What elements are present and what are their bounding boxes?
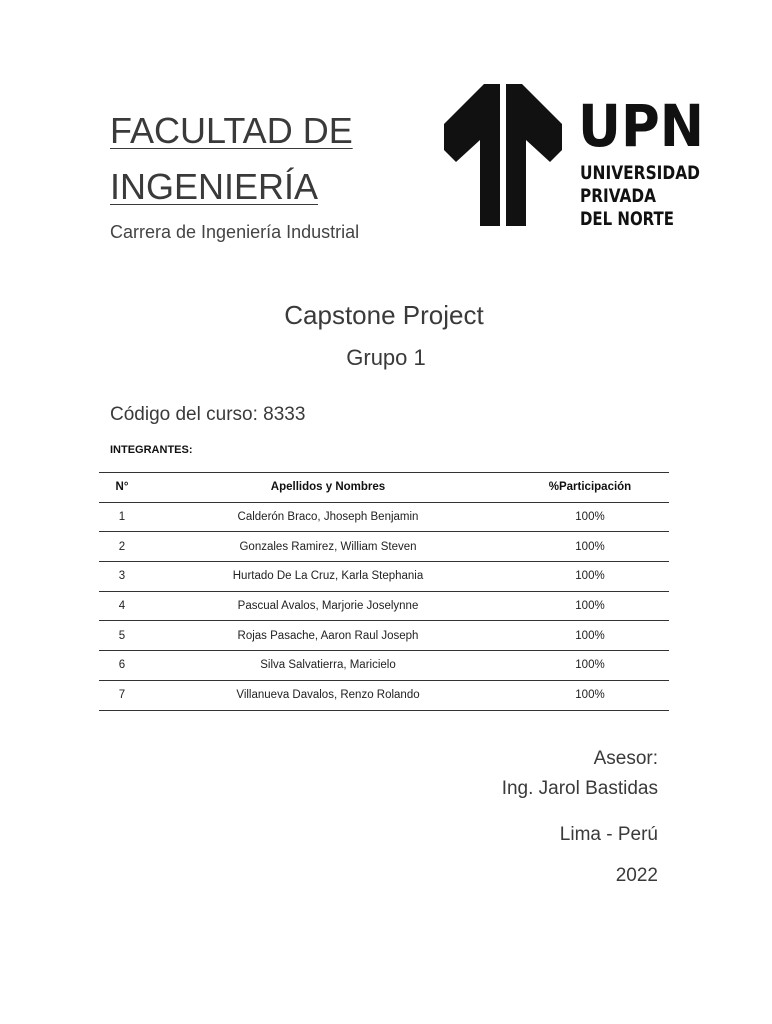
table-row — [99, 532, 669, 562]
logo-line-3: DEL NORTE — [580, 208, 674, 230]
faculty-title: FACULTAD DE INGENIERÍA — [110, 110, 353, 207]
upn-logo — [444, 84, 706, 228]
members-table — [99, 472, 669, 711]
project-title: Capstone Project — [284, 300, 484, 330]
year: 2022 — [615, 865, 658, 886]
row-participation: 100% — [511, 680, 669, 710]
row-participation: 100% — [511, 621, 669, 651]
logo-acronym: UPN — [578, 92, 704, 160]
advisor-label: Asesor: — [593, 748, 658, 769]
location: Lima - Perú — [559, 824, 658, 845]
career-subtitle: Carrera de Ingeniería Industrial — [110, 222, 360, 242]
table-row — [99, 502, 669, 532]
table-row — [99, 591, 669, 621]
table-row — [99, 680, 669, 710]
column-header-participation: %Participación — [511, 473, 669, 503]
row-name: Gonzales Ramirez, William Steven — [145, 532, 511, 562]
row-number: 7 — [99, 680, 145, 710]
row-number: 3 — [99, 562, 145, 592]
row-name: Calderón Braco, Jhoseph Benjamin — [145, 502, 511, 532]
table-row — [99, 562, 669, 592]
column-header-name: Apellidos y Nombres — [145, 473, 511, 503]
advisor-block — [502, 744, 658, 804]
row-number: 4 — [99, 591, 145, 621]
table-header-row — [99, 473, 669, 503]
row-name: Villanueva Davalos, Renzo Rolando — [145, 680, 511, 710]
row-number: 5 — [99, 621, 145, 651]
table-row — [99, 651, 669, 681]
row-name: Pascual Avalos, Marjorie Joselynne — [145, 591, 511, 621]
row-name: Rojas Pasache, Aaron Raul Joseph — [145, 621, 511, 651]
row-number: 1 — [99, 502, 145, 532]
row-name: Silva Salvatierra, Maricielo — [145, 651, 511, 681]
advisor-name: Ing. Jarol Bastidas — [501, 778, 658, 799]
members-label: INTEGRANTES: — [110, 444, 193, 456]
logo-line-2: PRIVADA — [580, 185, 657, 207]
row-number: 6 — [99, 651, 145, 681]
row-participation: 100% — [511, 591, 669, 621]
row-number: 2 — [99, 532, 145, 562]
group-title: Grupo 1 — [346, 345, 426, 370]
column-header-number: N° — [99, 473, 145, 503]
row-participation: 100% — [511, 502, 669, 532]
table-row — [99, 621, 669, 651]
upn-emblem-icon — [444, 84, 562, 226]
row-participation: 100% — [511, 651, 669, 681]
row-name: Hurtado De La Cruz, Karla Stephania — [145, 562, 511, 592]
row-participation: 100% — [511, 532, 669, 562]
course-code: Código del curso: 8333 — [110, 404, 306, 425]
row-participation: 100% — [511, 562, 669, 592]
logo-line-1: UNIVERSIDAD — [580, 162, 700, 184]
